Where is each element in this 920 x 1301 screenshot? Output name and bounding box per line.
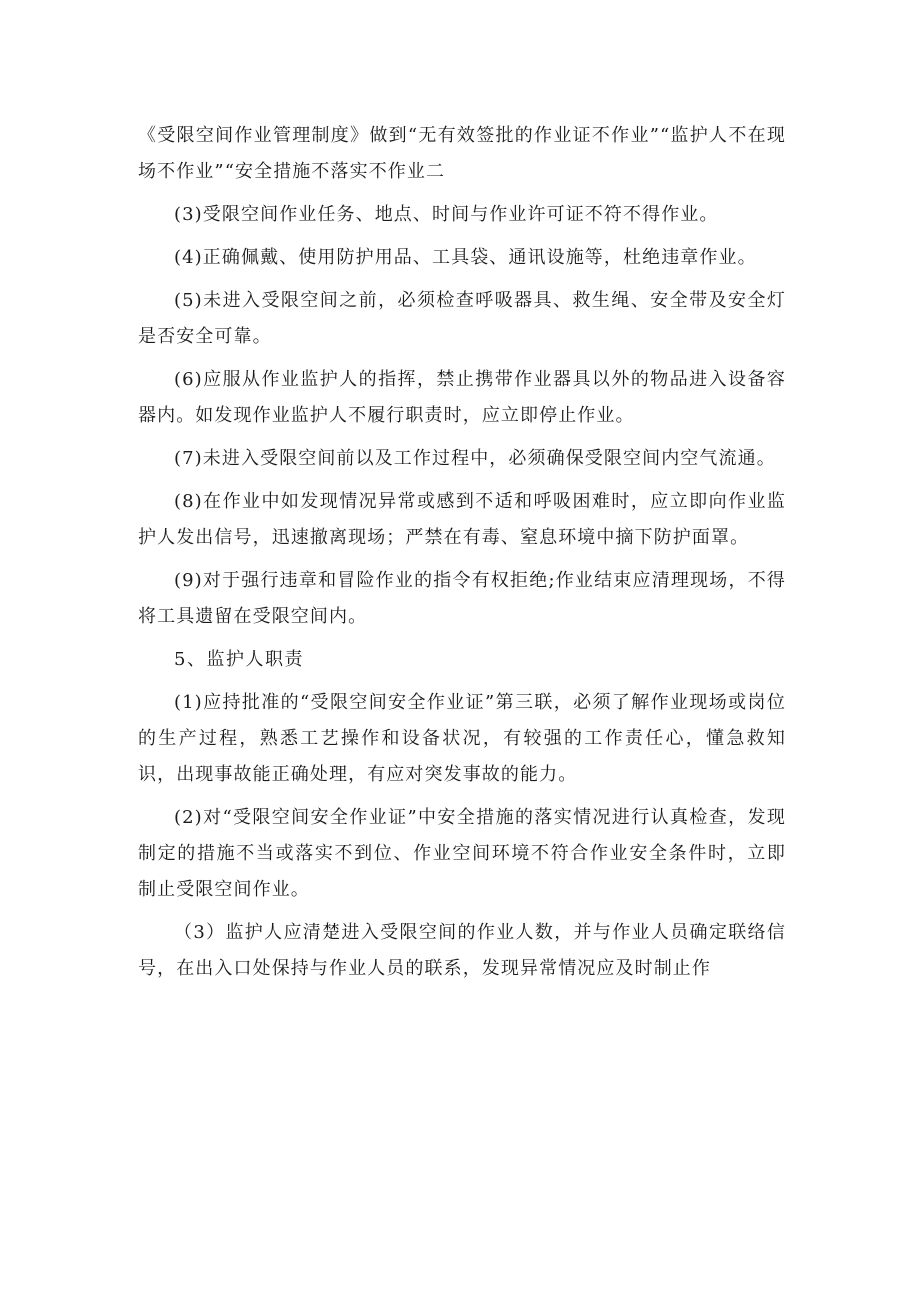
section-heading-supervisor-duties: 5、监护人职责 (174, 649, 304, 670)
paragraph-item-7: (7)未进入受限空间前以及工作过程中，必须确保受限空间内空气流通。 (174, 448, 776, 469)
paragraph-item-9: (9)对于强行违章和冒险作业的指令有权拒绝;作业结束应清理现场，不得将工具遗留在受限空间内。 (138, 570, 786, 627)
document-page (138, 118, 786, 994)
paragraph-item-8: (8)在作业中如发现情况异常或感到不适和呼吸困难时，应立即向作业监护人发出信号，迅速撤离现场；严禁在有毒、窒息环境中摘下防护面罩。 (138, 491, 786, 548)
paragraph-supervisor-3: （3）监护人应清楚进入受限空间的作业人数，并与作业人员确定联络信号，在出入口处保持与作业人员的联系，发现异常情况应及时制止作 (138, 922, 786, 979)
paragraph-supervisor-1: (1)应持批准的“受限空间安全作业证”第三联，必须了解作业现场或岗位的生产过程，熟悉工艺操作和设备状况，有较强的工作责任心，懂急救知识，出现事故能正确处理，有应对突发事故的能力。 (138, 692, 786, 785)
paragraph-item-5: (5)未进入受限空间之前，必须检查呼吸器具、救生绳、安全带及安全灯是否安全可靠。 (138, 290, 786, 347)
paragraph-item-4: (4)正确佩戴、使用防护用品、工具袋、通讯设施等，杜绝违章作业。 (174, 247, 757, 268)
paragraph-item-6: (6)应服从作业监护人的指挥，禁止携带作业器具以外的物品进入设备容器内。如发现作业监护人不履行职责时，应立即停止作业。 (138, 369, 786, 426)
paragraph-continuation: 《受限空间作业管理制度》做到“无有效签批的作业证不作业”“监护人不在现场不作业”“安全措施不落实不作业二 (138, 125, 786, 182)
paragraph-item-3: (3)受限空间作业任务、地点、时间与作业许可证不符不得作业。 (174, 204, 719, 225)
paragraph-supervisor-2: (2)对“受限空间安全作业证”中安全措施的落实情况进行认真检查，发现制定的措施不当或落实不到位、作业空间环境不符合作业安全条件时，立即制止受限空间作业。 (138, 807, 786, 900)
